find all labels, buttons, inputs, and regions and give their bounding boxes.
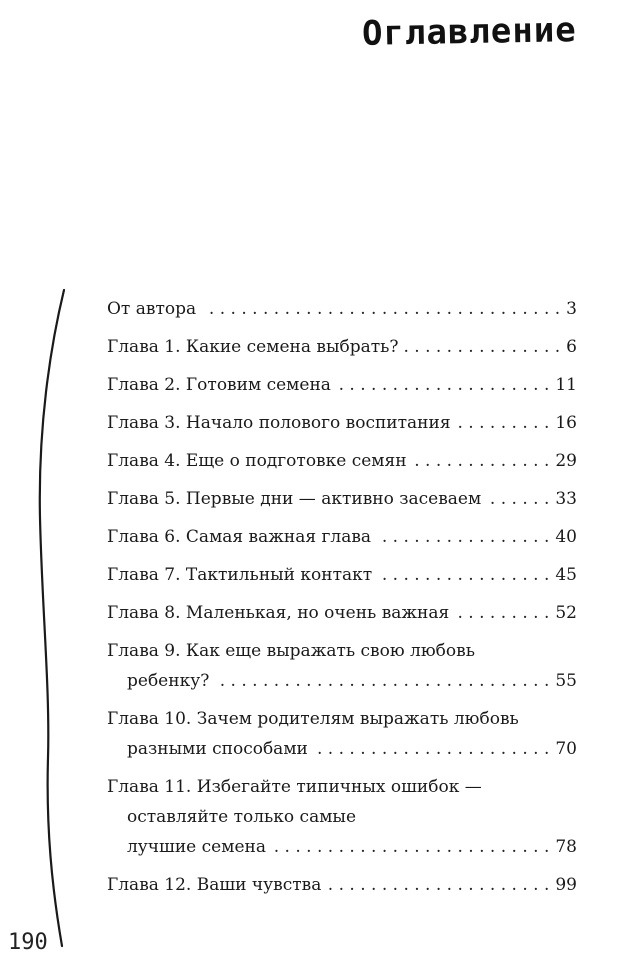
toc-entry-line (107, 666, 577, 696)
toc-entry (107, 446, 577, 476)
toc-entry-title: Глава 7. Тактильный контакт (107, 565, 373, 585)
toc-entry (107, 870, 577, 900)
toc-entry-title: Глава 8. Маленькая, но очень важная (107, 603, 450, 623)
toc-leader-dots (337, 370, 549, 400)
toc-page-number: 3 (566, 299, 577, 319)
toc-entry-line (107, 832, 577, 862)
toc-leader-dots (215, 666, 549, 696)
toc-entry-title: От автора (107, 299, 197, 319)
toc-entry-title: Глава 5. Первые дни — активно засеваем (107, 489, 482, 509)
toc-entry-title: Глава 4. Еще о подготовке семян (107, 451, 407, 471)
toc-entry-title: Глава 1. Какие семена выбрать? (107, 337, 399, 357)
toc-entry (107, 370, 577, 400)
toc-entry (107, 560, 577, 590)
toc-entry (107, 598, 577, 628)
toc-entry (107, 704, 577, 764)
toc-entry-title: оставляйте только самые (127, 807, 357, 827)
toc-entry-title: Глава 6. Самая важная глава (107, 527, 372, 547)
toc-leader-dots (455, 598, 549, 628)
toc-page-number: 52 (555, 603, 577, 623)
toc-entry-line (107, 560, 577, 590)
toc-leader-dots (457, 408, 550, 438)
toc-page-number: 55 (555, 671, 577, 691)
toc-page-number: 11 (555, 375, 577, 395)
toc-entry-line (107, 446, 577, 476)
toc-page-number: 40 (555, 527, 577, 547)
toc-leader-dots (314, 734, 549, 764)
page-number: 190 (8, 930, 48, 955)
toc-entry-title: Глава 12. Ваши чувства (107, 875, 322, 895)
toc-leader-dots (487, 484, 549, 514)
toc-page-number: 78 (555, 837, 577, 857)
toc-entry-title: Глава 9. Как еще выражать свою любовь (107, 641, 475, 661)
toc-page-number: 70 (555, 739, 577, 759)
toc-leader-dots (327, 870, 549, 900)
toc-entry-title: Глава 11. Избегайте типичных ошибок — (107, 777, 482, 797)
toc-entry-line (107, 772, 577, 802)
toc-entry (107, 294, 577, 324)
toc-leader-dots (405, 332, 561, 362)
toc-entry-title: лучшие семена (127, 837, 266, 857)
toc-entry-line (107, 598, 577, 628)
toc-entry-title: разными способами (127, 739, 308, 759)
toc-page-number: 6 (566, 337, 577, 357)
toc-entry (107, 636, 577, 696)
toc-entry-title: Глава 10. Зачем родителям выражать любовь (107, 709, 519, 729)
table-of-contents (107, 294, 577, 908)
toc-page-number: 33 (555, 489, 577, 509)
toc-entry-line (107, 522, 577, 552)
toc-page-number: 45 (555, 565, 577, 585)
toc-entry (107, 772, 577, 862)
toc-page-number: 29 (555, 451, 577, 471)
toc-entry (107, 332, 577, 362)
toc-entry-line (107, 870, 577, 900)
toc-entry-line (107, 704, 577, 734)
toc-entry-line (107, 370, 577, 400)
toc-entry-line (107, 484, 577, 514)
toc-page-number: 99 (555, 875, 577, 895)
toc-leader-dots (202, 294, 560, 324)
toc-page-number: 16 (555, 413, 577, 433)
decorative-margin-line (28, 288, 98, 948)
page-title: Оглавление (361, 10, 578, 54)
toc-entry-line (107, 636, 577, 666)
toc-entry-line (107, 734, 577, 764)
toc-entry-line (107, 802, 577, 832)
toc-entry (107, 522, 577, 552)
toc-entry-title: Глава 2. Готовим семена (107, 375, 331, 395)
toc-entry (107, 484, 577, 514)
toc-leader-dots (377, 522, 549, 552)
toc-leader-dots (413, 446, 550, 476)
toc-leader-dots (272, 832, 549, 862)
toc-entry-title: Глава 3. Начало полового воспитания (107, 413, 451, 433)
toc-entry (107, 408, 577, 438)
toc-entry-title: ребенку? (127, 671, 210, 691)
toc-leader-dots (378, 560, 549, 590)
toc-entry-line (107, 332, 577, 362)
toc-entry-line (107, 408, 577, 438)
toc-entry-line (107, 294, 577, 324)
